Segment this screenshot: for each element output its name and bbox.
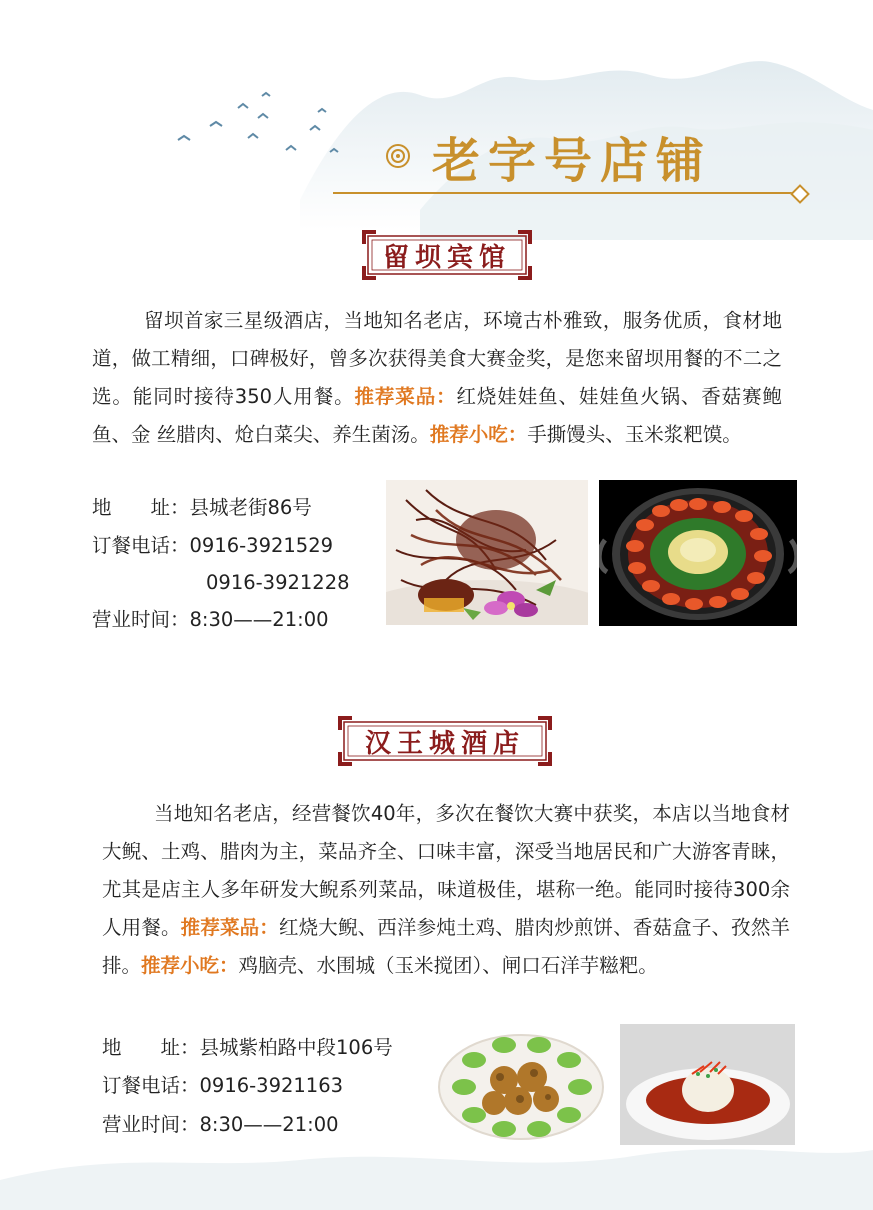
restaurant-name-frame <box>338 716 552 766</box>
address-value: 县城老街86号 <box>189 496 312 519</box>
dish-photo-sauce-bowl <box>620 1024 795 1145</box>
address-label: 地 址： <box>102 1036 200 1059</box>
description-text: 当地知名老店，经营餐饮40年，多次在餐饮大赛中获奖，本店以当地食材大鲵、土鸡、腊肉为主，菜品齐全、口味丰富，深受当地居民和广大游客青睐，尤其是店主人多年研发大鲵系列菜品，味道极佳，堪称一绝。能同时接待300余人用餐。 <box>102 802 790 939</box>
address-line <box>102 1029 393 1067</box>
hours-label: 营业时间： <box>102 1113 200 1136</box>
hours-line <box>92 601 329 639</box>
recommended-dishes: 红烧大鲵、西洋参炖土鸡、腊肉炒煎饼、香菇盒子、孜然羊排。 <box>102 916 790 977</box>
phone-value: 0916-3921529 <box>189 534 334 557</box>
description-text: 留坝首家三星级酒店，当地知名老店，环境古朴雅致，服务优质，食材地道，做工精细，口碑极好，曾多次获得美食大赛金奖，是您来留坝用餐的不二之选。能同时接待350人用餐。 <box>92 309 782 408</box>
phone-line <box>102 1067 343 1105</box>
phone-line <box>92 527 333 565</box>
restaurant-description <box>102 795 790 985</box>
phone-value-2: 0916-3921228 <box>206 571 350 594</box>
spiral-ornament-icon <box>384 142 412 170</box>
hours-value: 8:30——21:00 <box>199 1113 339 1136</box>
recommended-snacks-label: 推荐小吃： <box>429 423 528 446</box>
hours-line <box>102 1106 339 1144</box>
restaurant-name: 汉王城酒店 <box>364 728 525 759</box>
dish-photo-pot <box>599 480 797 626</box>
address-line <box>92 489 312 527</box>
phone-value: 0916-3921163 <box>199 1074 344 1097</box>
recommended-dishes-label: 推荐菜品： <box>354 385 457 408</box>
restaurant-name-frame <box>362 230 532 280</box>
restaurant-description <box>92 302 782 454</box>
phone-label: 订餐电话： <box>102 1074 200 1097</box>
recommended-dishes: 红烧娃娃鱼、娃娃鱼火锅、香菇赛鲍鱼、金 丝腊肉、炝白菜尖、养生菌汤。 <box>92 385 782 446</box>
address-value: 县城紫柏路中段106号 <box>199 1036 393 1059</box>
page-title: 老字号店铺 <box>432 133 713 189</box>
hours-label: 营业时间： <box>92 608 190 631</box>
recommended-snacks-label: 推荐小吃： <box>141 954 239 977</box>
hours-value: 8:30——21:00 <box>189 608 329 631</box>
phone-label: 订餐电话： <box>92 534 190 557</box>
recommended-snacks: 手撕馒头、玉米浆粑馍。 <box>527 423 742 446</box>
dish-photo-shredded <box>386 480 588 625</box>
recommended-dishes-label: 推荐菜品： <box>180 916 279 939</box>
restaurant-name: 留坝宾馆 <box>382 242 511 273</box>
dish-photo-fried-balls <box>434 1025 609 1145</box>
address-label: 地 址： <box>92 496 190 519</box>
phone-line-2 <box>206 564 350 602</box>
title-divider <box>333 192 793 194</box>
recommended-snacks: 鸡脑壳、水围城（玉米搅团）、闸口石洋芋糍粑。 <box>238 954 658 977</box>
